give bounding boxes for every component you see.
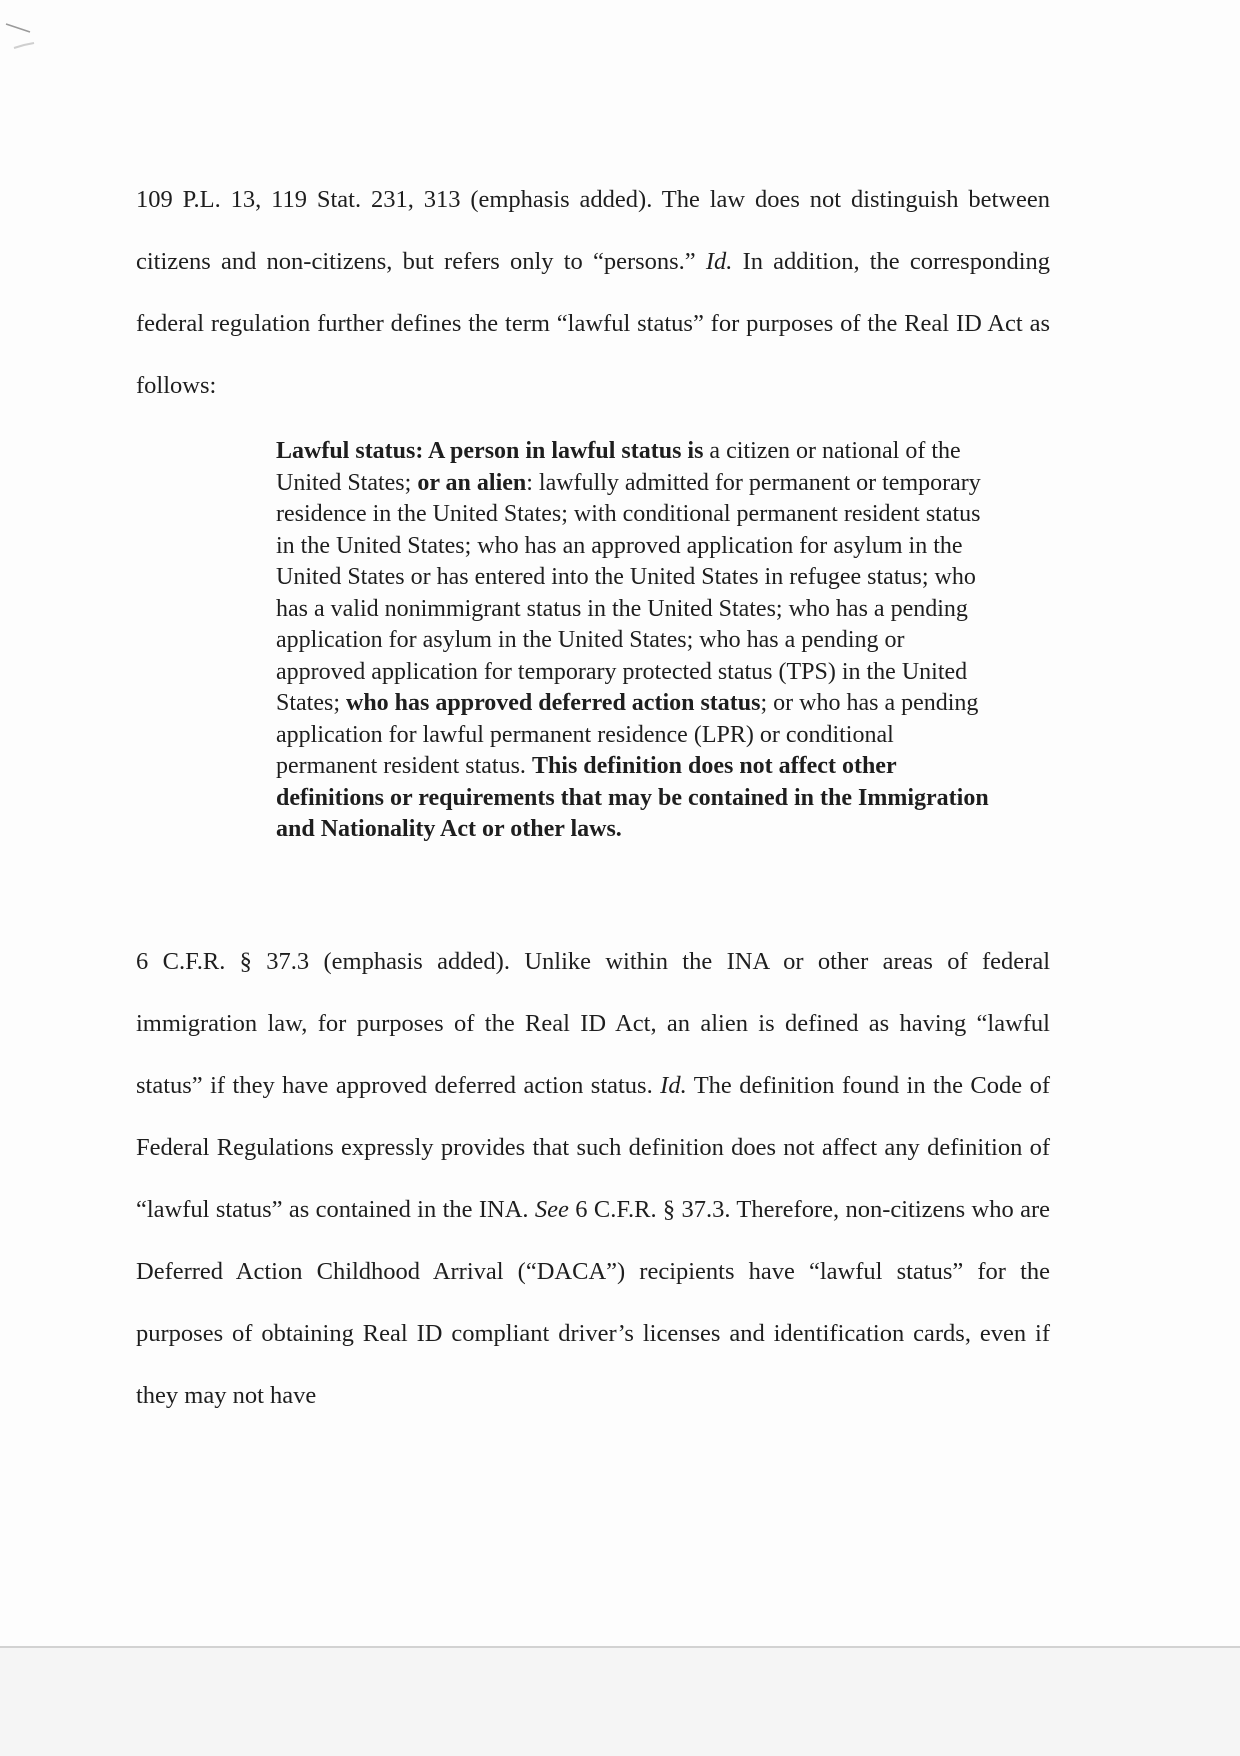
- quote-text-citizen: a citizen or national of the United States;: [276, 438, 961, 496]
- citation-id: Id.: [660, 1072, 687, 1099]
- citation-id: Id.: [705, 248, 733, 275]
- paragraph-1-text-b: In addition, the corresponding federal regulation further defines the term “lawful status” for purposes of the Real ID Act as follows:: [136, 248, 1050, 399]
- paragraph-1-text-a: 109 P.L. 13, 119 Stat. 231, 313 (emphasis added). The law does not distinguish between citizens and non-citizens, but refers only to “persons.”: [136, 186, 1050, 275]
- paragraph-2-text-c: 6 C.F.R. § 37.3. Therefore, non-citizens who are Deferred Action Childhood Arrival (“DACA”) recipients have “lawful status” for the purposes of obtaining Real ID compliant driver’s licenses and identification cards, even if they may not have: [136, 1196, 1051, 1409]
- quote-bold-or-an-alien: or an alien: [417, 469, 527, 496]
- paragraph-2-text-a: 6 C.F.R. § 37.3 (emphasis added). Unlike within the INA or other areas of federal immigration law, for purposes of the Real ID Act, an alien is defined as having “lawful status” if they have approved deferred action status.: [136, 948, 1050, 1099]
- quote-bold-definition-disclaimer: This definition does not affect other definitions or requirements that may be contained in the Immigration and Nationality Act or other laws.: [276, 753, 989, 842]
- quote-text-lpr: ; or who has a pending application for lawful permanent residence (LPR) or conditional permanent resident status.: [276, 690, 979, 779]
- paragraph-real-id-act: [136, 169, 1050, 417]
- quote-text-alien-list: : lawfully admitted for permanent or temporary residence in the United States; with conditional permanent resident status in the United States; who has an approved application for asylum in the United States or has entered into the United States in refugee status; who has a valid nonimmigrant status in the United States; who has a pending application for asylum in the United States; who has a pending or approved application for temporary protected status (TPS) in the United States;: [276, 469, 981, 716]
- paragraph-cfr-analysis: [136, 931, 1050, 1427]
- scan-smudge-mark: [4, 18, 44, 54]
- quote-bold-deferred-action: who has approved deferred action status: [346, 690, 761, 716]
- quote-bold-lawful-status: Lawful status: A person in lawful status is: [276, 438, 704, 464]
- citation-signal-see: See: [534, 1196, 569, 1223]
- scanner-bottom-edge: [0, 1646, 1240, 1756]
- paragraph-2-text-b: The definition found in the Code of Federal Regulations expressly provides that such definition does not affect any definition of “lawful status” as contained in the INA.: [136, 1072, 1050, 1223]
- block-quote-lawful-status-definition: [276, 436, 996, 846]
